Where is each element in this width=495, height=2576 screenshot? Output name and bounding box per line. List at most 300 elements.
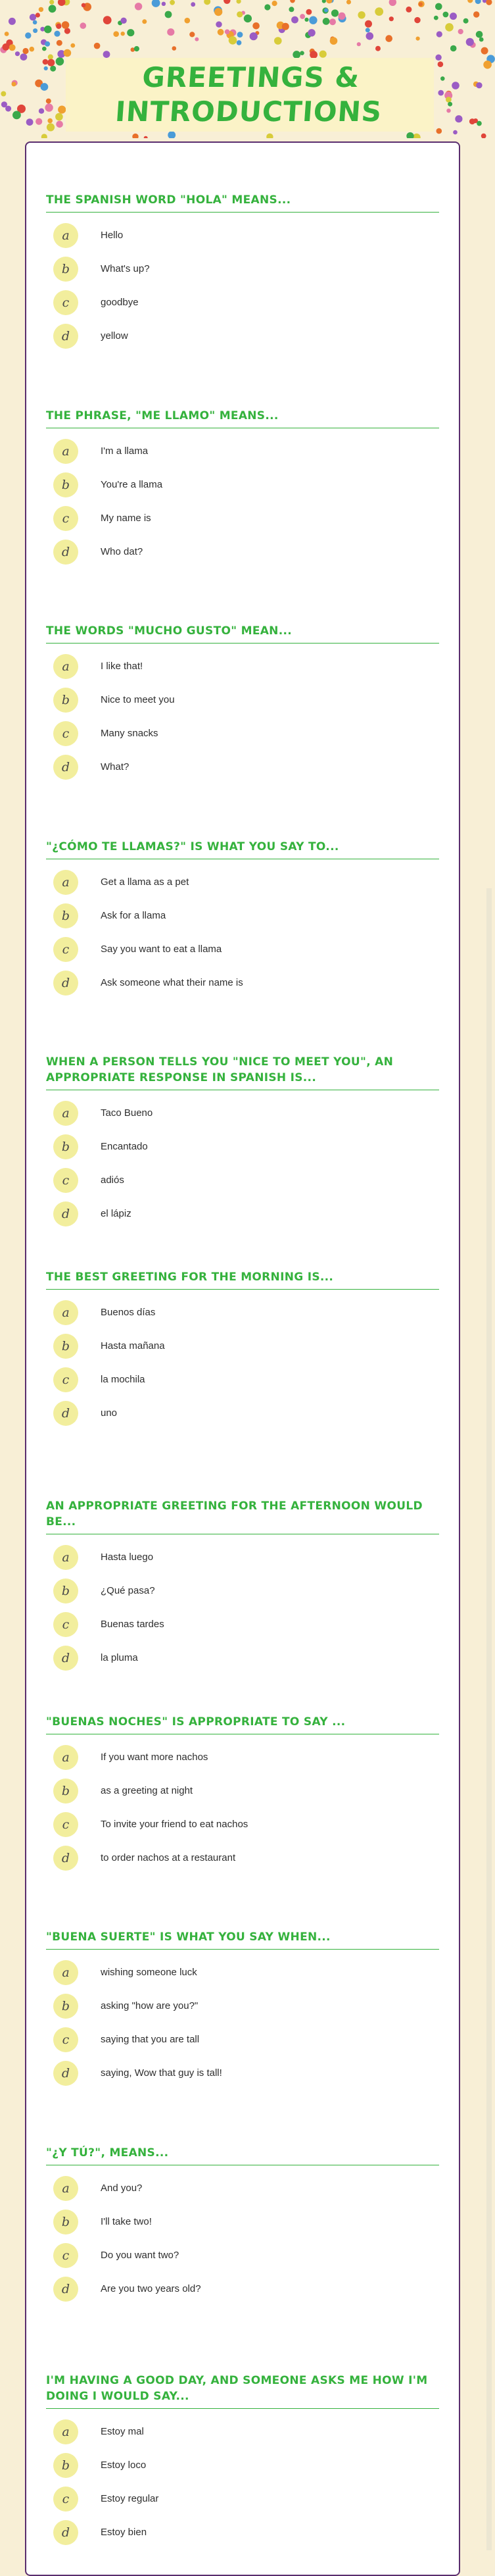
polka-dot [357,42,361,46]
polka-dot [135,3,142,10]
option-letter-badge: d [53,540,78,565]
polka-dot [324,9,328,13]
polka-dot [448,102,452,107]
polka-dot [304,18,308,22]
answer-option[interactable] [46,468,439,501]
answer-option[interactable] [46,865,439,899]
polka-dot [26,118,34,126]
polka-dot [54,31,60,37]
polka-dot [225,30,230,35]
option-letter-badge: a [53,223,78,248]
polka-dot [9,18,16,25]
polka-dot [224,0,230,4]
option-text: If you want more nachos [101,1752,208,1763]
answer-option[interactable] [46,1163,439,1197]
question-block [46,839,439,999]
option-text: What? [101,761,130,772]
answer-option[interactable] [46,717,439,750]
answer-option[interactable] [46,2171,439,2205]
polka-dot [365,20,372,28]
polka-dot [329,18,336,25]
answer-option[interactable] [46,252,439,286]
polka-dot [56,24,61,29]
polka-dot [291,16,298,24]
answer-option[interactable] [46,501,439,535]
polka-dot [132,134,138,138]
polka-dot [39,109,44,114]
option-letter-badge: c [53,937,78,962]
polka-dot [41,134,47,138]
polka-dot [103,51,110,58]
option-text: And you? [101,2183,143,2194]
option-letter-badge: b [53,688,78,713]
polka-dot [113,31,119,37]
question-block [46,1269,439,1430]
answer-option[interactable] [46,2238,439,2272]
option-text: Do you want two? [101,2250,179,2261]
option-text: saying that you are tall [101,2034,200,2045]
polka-dot [435,3,442,11]
answer-list [46,1956,439,2090]
question-title: I'M HAVING A GOOD DAY, AND SOMEONE ASKS ME HOW I'M DOING I WOULD SAY... [46,2373,439,2409]
polka-dot [458,29,463,34]
answer-list [46,434,439,568]
polka-dot [331,9,339,16]
answer-option[interactable] [46,2415,439,2448]
polka-dot [185,18,191,24]
polka-dot [323,18,330,25]
polka-dot [463,18,469,24]
option-text: My name is [101,513,151,524]
option-letter-badge: a [53,1545,78,1570]
option-text: Nice to meet you [101,694,175,705]
answer-option[interactable] [46,966,439,999]
polka-dot [45,103,53,111]
polka-dot [191,2,195,7]
answer-option[interactable] [46,1841,439,1875]
polka-dot [58,0,66,6]
polka-dot [446,97,452,103]
polka-dot [33,20,37,25]
option-text: adiós [101,1174,124,1186]
polka-dot [282,23,289,30]
polka-dot [42,47,47,51]
option-text: Hello [101,230,124,241]
polka-dot [134,46,139,51]
polka-dot [319,51,327,58]
polka-dot [216,21,222,27]
polka-dot [338,13,345,20]
question-title: "¿CÓMO TE LLAMAS?" IS WHAT YOU SAY TO... [46,839,439,859]
answer-option[interactable] [46,2272,439,2306]
polka-dot [5,32,9,36]
option-text: Estoy regular [101,2493,159,2504]
option-text: ¿Qué pasa? [101,1585,155,1596]
polka-dot [167,28,174,36]
polka-dot [346,0,351,5]
option-letter-badge: b [53,1994,78,2019]
option-text: Many snacks [101,728,158,739]
polka-dot [57,40,62,46]
option-text: Ask someone what their name is [101,977,243,988]
answer-option[interactable] [46,1329,439,1363]
polka-dot [450,45,457,52]
option-text: Estoy loco [101,2460,147,2471]
polka-dot [20,53,28,61]
answer-option[interactable] [46,2056,439,2090]
option-letter-badge: b [53,2210,78,2235]
option-text: wishing someone luck [101,1967,197,1978]
polka-dot [43,59,49,65]
answer-list [46,649,439,784]
option-letter-badge: a [53,1960,78,1985]
option-text: Taco Bueno [101,1107,153,1119]
option-text: What's up? [101,263,150,274]
question-block [46,2373,439,2549]
polka-dot [274,37,282,45]
polka-dot [195,38,199,41]
question-title: THE PHRASE, "ME LLAMO" MEANS... [46,408,439,428]
option-letter-badge: d [53,755,78,780]
answer-list [46,218,439,353]
question-block [46,192,439,353]
option-text: uno [101,1407,118,1419]
option-text: Hasta mañana [101,1340,165,1351]
option-letter-badge: b [53,1134,78,1159]
polka-dot [467,0,473,3]
polka-dot [142,19,147,24]
option-letter-badge: c [53,2243,78,2268]
option-text: Get a llama as a pet [101,876,189,888]
polka-dot [264,4,270,10]
quiz-card [25,141,460,2576]
answer-option[interactable] [46,1574,439,1607]
option-text: Who dat? [101,546,143,557]
polka-dot [443,12,449,18]
question-title: THE BEST GREETING FOR THE MORNING IS... [46,1269,439,1290]
polka-dot [162,2,166,6]
polka-dot [375,7,383,16]
polka-dot [44,26,52,34]
option-text: yellow [101,330,128,341]
answer-option[interactable] [46,1363,439,1396]
answer-list [46,1740,439,1875]
polka-dot [172,46,177,51]
option-letter-badge: b [53,1578,78,1604]
answer-option[interactable] [46,286,439,319]
polka-dot [453,130,458,135]
question-block [46,1498,439,1675]
polka-dot [237,0,241,4]
polka-dot [486,0,492,5]
answer-option[interactable] [46,1197,439,1230]
polka-dot [49,5,57,13]
option-text: Are you two years old? [101,2283,201,2294]
option-text: To invite your friend to eat nachos [101,1819,248,1830]
option-text: to order nachos at a restaurant [101,1852,236,1863]
answer-option[interactable] [46,1989,439,2023]
option-text: Ask for a llama [101,910,166,921]
polka-dot [12,82,16,86]
option-letter-badge: a [53,654,78,679]
polka-dot [483,61,492,69]
answer-option[interactable] [46,683,439,717]
polka-dot [250,32,258,40]
polka-dot [1,91,6,97]
option-text: Hasta luego [101,1552,154,1563]
polka-dot [466,38,474,46]
polka-dot [266,134,273,138]
polka-dot [469,118,475,124]
polka-dot [62,21,70,29]
option-letter-badge: d [53,971,78,996]
answer-option[interactable] [46,899,439,932]
option-letter-badge: d [53,1646,78,1671]
polka-dot [358,11,365,18]
polka-dot [406,7,412,13]
polka-dot [45,41,50,47]
polka-dot [438,90,444,96]
polka-dot [406,132,413,138]
option-text: I'm a llama [101,445,149,457]
answer-option[interactable] [46,2482,439,2515]
polka-dot [204,0,210,5]
polka-dot [446,109,450,113]
polka-dot [366,32,374,40]
option-text: Buenas tardes [101,1619,164,1630]
option-letter-badge: a [53,2419,78,2444]
answer-option[interactable] [46,2023,439,2056]
option-letter-badge: b [53,472,78,497]
answer-option[interactable] [46,1096,439,1130]
question-title: WHEN A PERSON TELLS YOU "NICE TO MEET YOU", AN APPROPRIATE RESPONSE IN SPANISH IS... [46,1054,439,1090]
polka-dot [436,128,442,134]
answer-option[interactable] [46,2448,439,2482]
polka-dot [120,18,126,24]
polka-dot [170,0,175,5]
answer-option[interactable] [46,1956,439,1989]
polka-dot [82,3,86,8]
option-text: la mochila [101,1374,145,1385]
answer-option[interactable] [46,218,439,252]
option-letter-badge: a [53,1745,78,1770]
polka-dot [15,51,20,56]
answer-option[interactable] [46,2205,439,2238]
answer-option[interactable] [46,1774,439,1807]
option-letter-badge: d [53,1846,78,1871]
option-letter-badge: c [53,2027,78,2052]
option-letter-badge: c [53,290,78,315]
option-letter-badge: c [53,1812,78,1837]
option-letter-badge: c [53,2487,78,2512]
polka-dot [121,32,125,36]
answer-option[interactable] [46,1641,439,1675]
polka-dot [144,136,148,138]
polka-dot [2,43,9,51]
polka-dot [330,37,338,45]
question-title: "¿Y TÚ?", MEANS... [46,2145,439,2165]
question-block [46,1714,439,1875]
option-letter-badge: a [53,870,78,895]
option-text: Encantado [101,1141,148,1152]
answer-list [46,1540,439,1675]
polka-dot [50,66,56,72]
polka-dot [5,106,11,112]
answer-option[interactable] [46,319,439,353]
answer-option[interactable] [46,649,439,683]
option-text: Estoy mal [101,2426,144,2437]
polka-dot [300,51,304,55]
polka-dot [308,29,315,36]
polka-dot [218,29,224,36]
polka-dot [35,13,40,17]
answer-option[interactable] [46,535,439,568]
polka-dot [25,32,31,38]
option-letter-badge: d [53,2277,78,2302]
polka-dot [481,134,486,138]
polka-dot [47,123,55,131]
polka-dot [237,40,242,45]
polka-dot [438,61,444,67]
answer-option[interactable] [46,750,439,784]
polka-dot [452,82,460,89]
polka-dot [12,111,21,120]
polka-dot [434,16,438,20]
option-letter-badge: d [53,324,78,349]
answer-option[interactable] [46,1396,439,1430]
option-text: goodbye [101,297,139,308]
polka-dot [375,46,381,51]
answer-option[interactable] [46,1130,439,1163]
page-scrollbar-track [486,888,492,2550]
polka-dot [70,43,75,48]
polka-dot [435,55,441,61]
polka-dot [414,17,420,23]
option-letter-badge: c [53,1168,78,1193]
question-block [46,1054,439,1230]
page-title: GREETINGS & INTRODUCTIONS [114,61,383,128]
answer-option[interactable] [46,2515,439,2549]
polka-dot [289,7,294,12]
polka-dot [56,57,64,66]
option-letter-badge: a [53,439,78,464]
polka-dot [450,13,457,20]
question-block [46,623,439,784]
option-text: Say you want to eat a llama [101,944,222,955]
answer-option[interactable] [46,1607,439,1641]
question-title: "BUENAS NOCHES" IS APPROPRIATE TO SAY ... [46,1714,439,1734]
polka-dot [22,48,28,54]
question-title: "BUENA SUERTE" IS WHAT YOU SAY WHEN... [46,1929,439,1950]
polka-dot [476,31,483,38]
option-letter-badge: c [53,721,78,746]
polka-dot [35,118,42,125]
option-letter-badge: b [53,2453,78,2478]
polka-dot [80,22,87,29]
option-letter-badge: d [53,2520,78,2545]
polka-dot [103,16,112,24]
answer-option[interactable] [46,1740,439,1774]
polka-dot [481,47,488,55]
polka-dot [479,38,484,42]
polka-dot [385,35,392,42]
polka-dot [47,59,55,66]
polka-dot [30,14,36,20]
polka-dot [237,11,243,17]
polka-dot [290,0,295,3]
answer-option[interactable] [46,1540,439,1574]
question-block [46,1929,439,2090]
option-letter-badge: d [53,1401,78,1426]
answer-option[interactable] [46,434,439,468]
polka-dot [30,47,35,52]
polka-dot [306,9,312,15]
polka-dot [419,2,423,6]
title-banner [66,58,434,132]
polka-dot [455,115,462,122]
option-letter-badge: b [53,1779,78,1804]
polka-dot [46,99,51,104]
option-letter-badge: b [53,1334,78,1359]
polka-dot [168,131,176,138]
option-text: I like that! [101,661,143,672]
polka-dot [33,28,37,33]
option-text: asking "how are you?" [101,2000,199,2011]
polka-dot [237,32,243,38]
polka-dot [445,23,454,32]
answer-option[interactable] [46,932,439,966]
option-letter-badge: d [53,1201,78,1226]
answer-option[interactable] [46,1807,439,1841]
polka-dot [214,8,222,16]
answer-option[interactable] [46,1296,439,1329]
polka-dot [56,121,63,128]
polka-dot [39,7,43,12]
option-text: You're a llama [101,479,163,490]
option-letter-badge: c [53,506,78,531]
polka-dot [244,14,252,22]
answer-list [46,1096,439,1230]
option-letter-badge: b [53,903,78,928]
option-text: saying, Wow that guy is tall! [101,2067,222,2079]
question-title: AN APPROPRIATE GREETING FOR THE AFTERNOON WOULD BE... [46,1498,439,1534]
polka-dot [55,113,63,121]
option-letter-badge: d [53,2061,78,2086]
polka-dot [127,29,134,36]
option-text: Estoy bien [101,2527,147,2538]
answer-list [46,2415,439,2549]
polka-dot [152,0,160,7]
polka-dot [64,49,72,57]
polka-dot [252,22,260,30]
polka-dot [436,31,442,37]
question-block [46,2145,439,2306]
polka-dot [94,43,101,49]
polka-dot [49,0,54,5]
question-block [46,408,439,568]
option-text: el lápiz [101,1208,131,1219]
polka-dot [326,0,332,3]
answer-list [46,865,439,999]
polka-dot [389,0,396,6]
polka-dot [389,16,394,21]
polka-dot [322,0,326,3]
answer-list [46,2171,439,2306]
polka-dot [440,76,445,81]
question-title: THE SPANISH WORD "HOLA" MEANS... [46,192,439,213]
polka-dot [9,44,16,51]
answer-list [46,1296,439,1430]
